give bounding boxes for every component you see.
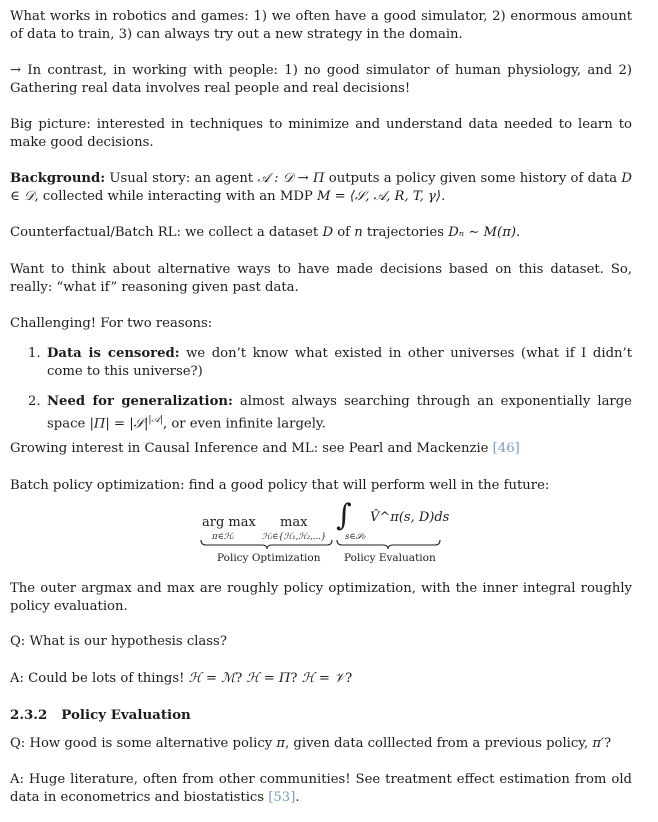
text: A: Could be lots of things! (10, 671, 189, 686)
text: almost always searching through an exponentially large space (47, 394, 632, 432)
text: of (333, 225, 355, 240)
paragraph-answer-literature (10, 771, 632, 807)
math-h-v: ℋ = 𝒱 (301, 671, 346, 686)
argmax-subscript: π∈ℋᵢ (212, 532, 234, 542)
text: ? (235, 671, 247, 686)
math-h-pi: ℋ = Π (246, 671, 291, 686)
text: Counterfactual/Batch RL: we collect a dataset (10, 225, 323, 240)
text: , given data colllected from a previous policy, (285, 736, 593, 751)
text: ? (604, 736, 612, 751)
text: Q: What is our hypothesis class? (10, 634, 227, 649)
text: → In contrast, in working with people: 1) no good simulator of human physiology, and 2) Gathering real data involves real people and real decisions! (10, 63, 632, 96)
text: Challenging! For two reasons: (10, 316, 213, 331)
argmax-operator: arg max (202, 515, 256, 530)
paragraph-outer-argmax (10, 580, 632, 616)
section-number: 2.3.2 (10, 707, 48, 723)
max-operator: max (280, 515, 308, 530)
section-heading (10, 707, 191, 723)
paragraph-question-hypothesis (10, 633, 632, 651)
text: . (516, 225, 521, 240)
math-pi-prime: π′ (592, 736, 605, 751)
text: ? (345, 671, 353, 686)
brace-policy-evaluation (337, 540, 440, 549)
paragraph-answer-hypothesis (10, 670, 632, 688)
math-policy-space: |Π| = |𝒮| (89, 416, 149, 432)
brace1-label: Policy Optimization (217, 552, 321, 564)
paragraph-question-policy (10, 735, 632, 753)
text: Q: How good is some alternative policy (10, 736, 277, 751)
text: . (295, 790, 300, 805)
brace2-label: Policy Evaluation (344, 552, 436, 564)
citation-link[interactable]: [53] (268, 790, 296, 805)
text: . (441, 189, 446, 204)
text: Want to think about alternative ways to have made decisions based on this dataset. So, really: “what if” reasoning given past data. (10, 262, 632, 295)
brace-policy-optimization (201, 540, 332, 549)
math-data: D ∈ 𝒟 (10, 171, 632, 204)
text: What works in robotics and games: 1) we often have a good simulator, 2) enormous amount of data to train, 3) can always try out a new strategy in the domain. (10, 9, 632, 42)
text: trajectories (362, 225, 449, 240)
math-pi: π (276, 736, 286, 751)
max-subscript: ℋᵢ∈{ℋ₁,ℋ₂,...} (262, 532, 327, 542)
math-mdp: M = ⟨𝒮, 𝒜, R, T, γ⟩ (316, 189, 442, 204)
list-number-2: 2. (28, 394, 41, 409)
text: Batch policy optimization: find a good policy that will perform well in the future: (10, 478, 550, 493)
background-label: Background: (10, 171, 106, 186)
text: we don’t know what existed in other universes (what if I didn’t come to this universe?) (47, 346, 633, 379)
integrand: V̂^π(s, D)ds (370, 510, 450, 525)
text: The outer argmax and max are roughly policy optimization, with the inner integral roughly policy evaluation. (10, 581, 632, 614)
text: Growing interest in Causal Inference and ML: see Pearl and Mackenzie (10, 441, 493, 456)
text: Usual story: an agent (105, 171, 258, 186)
text: Big picture: interested in techniques to minimize and understand data needed to learn to make good decisions. (10, 117, 632, 150)
generalization-label: Need for generalization: (47, 394, 233, 409)
text: ? (290, 671, 302, 686)
text: A: Huge literature, often from other communities! See treatment effect estimation from old data in econometrics and biostatistics (10, 772, 632, 805)
integral-sign: ∫ (336, 498, 352, 533)
text: , collected while interacting with an MDP (34, 189, 317, 204)
math-exponent: |𝒜| (148, 415, 163, 425)
text: , or even infinite largely. (162, 416, 326, 432)
math-trajectories: Dₙ ∼ M(π) (448, 225, 517, 240)
integral-subscript: s∈𝒮₀ (345, 532, 366, 542)
math-agent: 𝒜 : 𝒟 → Π (257, 171, 325, 186)
citation-link[interactable]: [46] (492, 441, 520, 456)
text: outputs a policy given some history of data (324, 171, 622, 186)
censored-label: Data is censored: (47, 346, 180, 361)
list-number-1: 1. (28, 346, 41, 361)
section-title: Policy Evaluation (61, 707, 191, 723)
math-n: n (354, 225, 363, 240)
math-h-m: ℋ = ℳ (188, 671, 236, 686)
math-d: D (322, 225, 334, 240)
